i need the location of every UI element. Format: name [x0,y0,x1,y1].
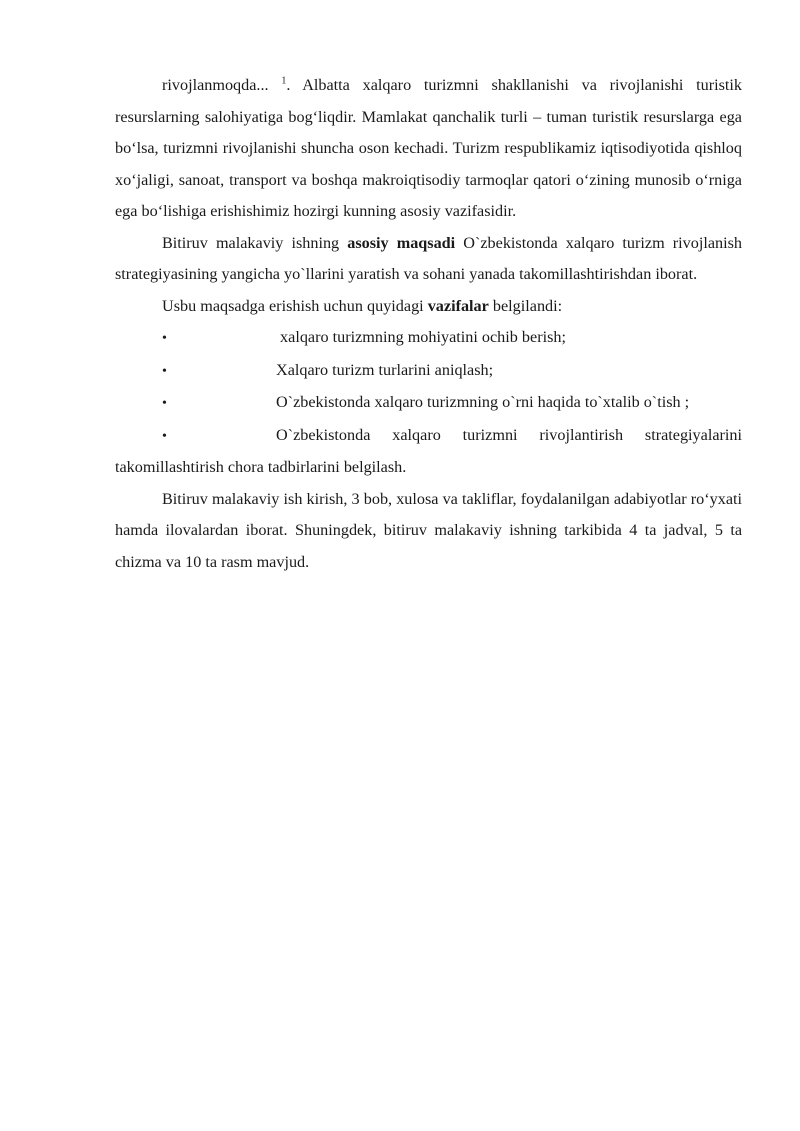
bullet-text: O`zbekistonda xalqaro turizmning o`rni haqida to`xtalib o`tish ; [276,393,690,411]
bullet-text: xalqaro turizmning mohiyatini ochib berish; [276,328,566,346]
paragraph-tasks-intro [115,291,742,323]
paragraph-goal [115,228,742,291]
paragraph-intro-start: rivojlanmoqda... [162,76,269,94]
tasks-bold: vazifalar [427,296,489,315]
paragraph-intro-rest: . Albatta xalqaro turizmni shakllanishi va rivojlanishi turistik resurslarning salohiyatiga bog‘liqdir. Mamlakat qanchalik turli – tuman turistik resurslarga ega bo‘lsa, turizmni rivojlanishi shuncha oson kechadi. Turizm respublikamiz iqtisodiyotida qishloq xo‘jaligi, sanoat, transport va boshqa makroiqtisodiy tarmoqlar qatori o‘zining munosib o‘rniga ega bo‘lishiga erishishimiz hozirgi kunning asosiy vazifasidir. [115,76,743,220]
paragraph-intro [115,70,742,228]
bullet-item-2 [115,355,742,388]
paragraph-tasks-rest: belgilandi: [488,296,563,315]
bullet-item-1 [115,322,742,355]
footnote-marker: 1 [281,75,287,87]
bullet-item-3 [115,387,742,420]
goal-bold: asosiy maqsadi [347,233,456,252]
paragraph-goal-rest: O`zbekistonda xalqaro turizm rivojlanish strategiyasining yangicha yo`llarini yaratish va sohani yanada takomillashtirishdan iborat. [115,233,742,283]
bullet-text: Xalqaro turizm turlarini aniqlash; [276,360,494,379]
bullet-dot-icon: • [162,363,167,379]
bullet-dot-icon: • [162,331,167,346]
bullet-dot-icon: • [162,396,167,411]
paragraph-tasks-start: Usbu maqsadga erishish uchun quyidagi [162,296,428,315]
bullet-item-4 [115,420,742,484]
bullet-text: O`zbekistonda xalqaro turizmni rivojlantirish strategiyalarini takomillashtirish chora tadbirlarini belgilash. [115,425,742,476]
paragraph-goal-start: Bitiruv malakaviy ishning [162,233,348,252]
bullet-dot-icon: • [162,428,167,444]
paragraph-structure: Bitiruv malakaviy ish kirish, 3 bob, xulosa va takliflar, foydalanilgan adabiyotlar ro‘yxati hamda ilovalardan iborat. Shuningdek, bitiruv malakaviy ishning tarkibida 4 ta jadval, 5 ta chizma va 10 ta rasm mavjud. [115,489,742,571]
